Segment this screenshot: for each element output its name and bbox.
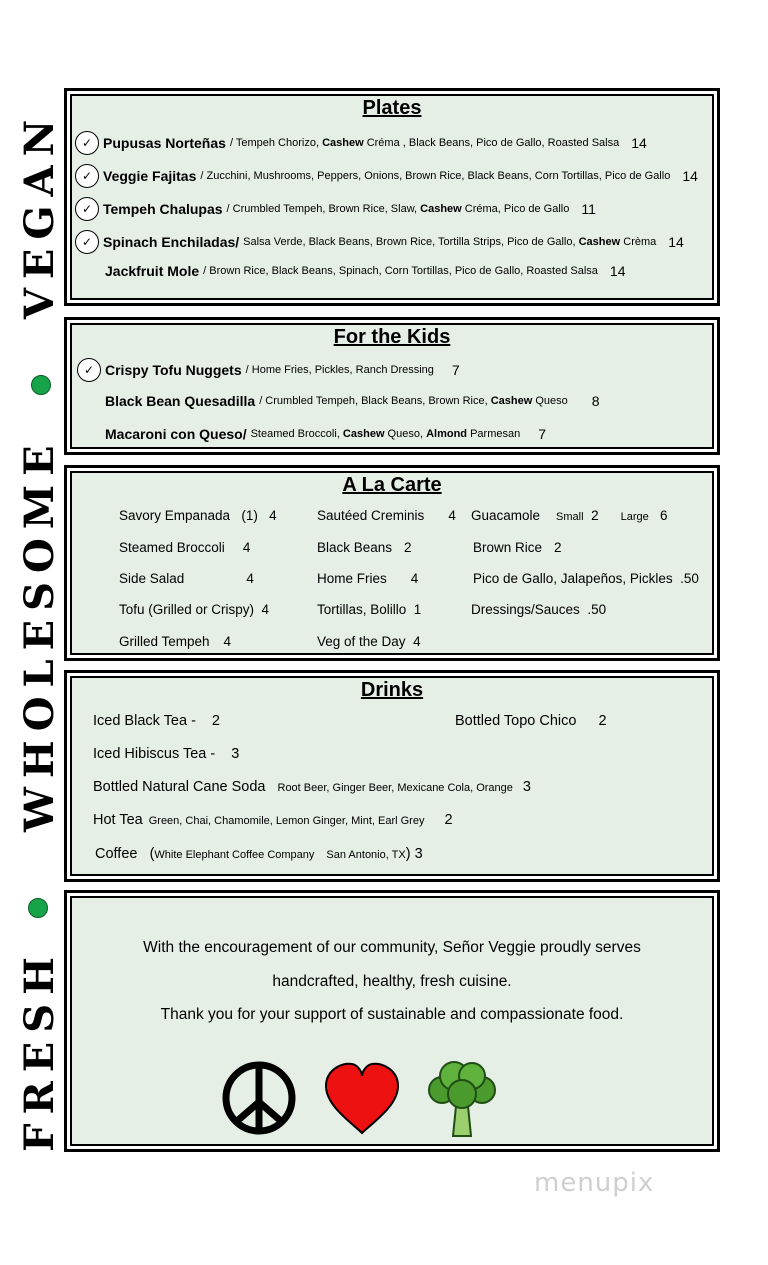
drink-item: Bottled Topo Chico 2 bbox=[455, 713, 607, 729]
heart-icon bbox=[326, 1064, 398, 1133]
menu-item-tofu-nuggets: ✓ Crispy Tofu Nuggets / Home Fries, Pickles, Ranch Dressing 7 bbox=[77, 358, 460, 382]
price: 14 bbox=[609, 263, 626, 279]
drinks-section bbox=[64, 670, 720, 882]
vertical-banner bbox=[0, 0, 70, 1265]
drink-item: Hot Tea Green, Chai, Chamomile, Lemon Ginger, Mint, Earl Grey 2 bbox=[93, 812, 453, 828]
drink-item: Bottled Natural Cane Soda Root Beer, Ginger Beer, Mexicane Cola, Orange 3 bbox=[93, 779, 531, 795]
kids-section bbox=[64, 317, 720, 455]
a-la-carte-section bbox=[64, 465, 720, 661]
gluten-free-icon: ✓ bbox=[75, 197, 99, 221]
price: 7 bbox=[538, 426, 547, 442]
price: 8 bbox=[591, 393, 600, 409]
carte-item: Savory Empanada (1) 4 bbox=[119, 508, 277, 523]
broccoli-icon bbox=[429, 1062, 495, 1136]
footer-line-1: With the encouragement of our community, Señor Veggie proudly serves bbox=[143, 939, 641, 956]
price: 14 bbox=[631, 135, 647, 151]
carte-item: Guacamole Small 2 Large 6 bbox=[471, 508, 668, 523]
plates-title: Plates bbox=[362, 97, 422, 119]
price: 14 bbox=[682, 168, 698, 184]
a-la-carte-title: A La Carte bbox=[342, 474, 442, 496]
plates-section bbox=[64, 88, 720, 306]
footer-line-3: Thank you for your support of sustainable and compassionate food. bbox=[160, 1006, 624, 1023]
menu-item-quesadilla: Black Bean Quesadilla / Crumbled Tempeh, Black Beans, Brown Rice, Cashew Queso 8 bbox=[105, 393, 600, 409]
watermark: menupix bbox=[534, 1168, 655, 1198]
footer-line-2: handcrafted, healthy, fresh cuisine. bbox=[272, 973, 512, 990]
green-dot-icon bbox=[28, 898, 48, 918]
drink-item: Coffee (White Elephant Coffee Company San Antonio, TX) 3 bbox=[95, 846, 423, 862]
carte-item: Tofu (Grilled or Crispy) 4 bbox=[119, 602, 270, 617]
carte-item: Sautéed Creminis 4 bbox=[317, 508, 456, 523]
price: 7 bbox=[451, 362, 460, 378]
peace-sign-icon bbox=[226, 1065, 292, 1131]
banner-word-vegan: VEGAN bbox=[16, 110, 63, 320]
footer-icons bbox=[217, 1053, 507, 1143]
footer-section bbox=[64, 890, 720, 1152]
carte-item: Veg of the Day 4 bbox=[317, 634, 421, 649]
green-dot-icon bbox=[31, 375, 51, 395]
menu-item-pupusas: ✓ Pupusas Norteñas / Tempeh Chorizo, Cashew Créma , Black Beans, Pico de Gallo, Roasted Salsa 14 bbox=[75, 131, 647, 155]
menu-item-macaroni: Macaroni con Queso/ Steamed Broccoli, Cashew Queso, Almond Parmesan 7 bbox=[105, 426, 547, 442]
gluten-free-icon: ✓ bbox=[77, 358, 101, 382]
drink-item: Iced Black Tea - 2 bbox=[93, 713, 220, 729]
carte-item: Dressings/Sauces .50 bbox=[471, 602, 607, 617]
banner-word-wholesome: WHOLESOME bbox=[16, 436, 63, 832]
menu-item-fajitas: ✓ Veggie Fajitas / Zucchini, Mushrooms, Peppers, Onions, Brown Rice, Black Beans, Corn Tortillas, Pico de Gallo 14 bbox=[75, 164, 698, 188]
gluten-free-icon: ✓ bbox=[75, 230, 99, 254]
carte-item: Grilled Tempeh 4 bbox=[119, 634, 232, 649]
carte-item: Pico de Gallo, Jalapeños, Pickles .50 bbox=[473, 571, 699, 586]
gluten-free-icon: ✓ bbox=[75, 164, 99, 188]
carte-item: Black Beans 2 bbox=[317, 540, 412, 555]
carte-item: Tortillas, Bolillo 1 bbox=[317, 602, 422, 617]
carte-item: Home Fries 4 bbox=[317, 571, 419, 586]
menu-item-enchiladas: ✓ Spinach Enchiladas/ Salsa Verde, Black Beans, Brown Rice, Tortilla Strips, Pico de Gallo, Cashew Crèma 14 bbox=[75, 230, 684, 254]
carte-item: Brown Rice 2 bbox=[473, 540, 562, 555]
drink-item: Iced Hibiscus Tea - 3 bbox=[93, 746, 240, 762]
gluten-free-icon: ✓ bbox=[75, 131, 99, 155]
kids-title: For the Kids bbox=[333, 326, 451, 348]
banner-word-fresh: FRESH bbox=[16, 948, 63, 1152]
price: 14 bbox=[668, 234, 684, 250]
carte-item: Side Salad 4 bbox=[119, 571, 254, 586]
menu-item-chalupas: ✓ Tempeh Chalupas / Crumbled Tempeh, Brown Rice, Slaw, Cashew Créma, Pico de Gallo 11 bbox=[75, 197, 596, 221]
carte-item: Steamed Broccoli 4 bbox=[119, 540, 251, 555]
drinks-title: Drinks bbox=[360, 679, 424, 701]
menu-item-mole: Jackfruit Mole / Brown Rice, Black Beans, Spinach, Corn Tortillas, Pico de Gallo, Roasted Salsa 14 bbox=[105, 263, 626, 279]
price: 11 bbox=[581, 201, 596, 217]
